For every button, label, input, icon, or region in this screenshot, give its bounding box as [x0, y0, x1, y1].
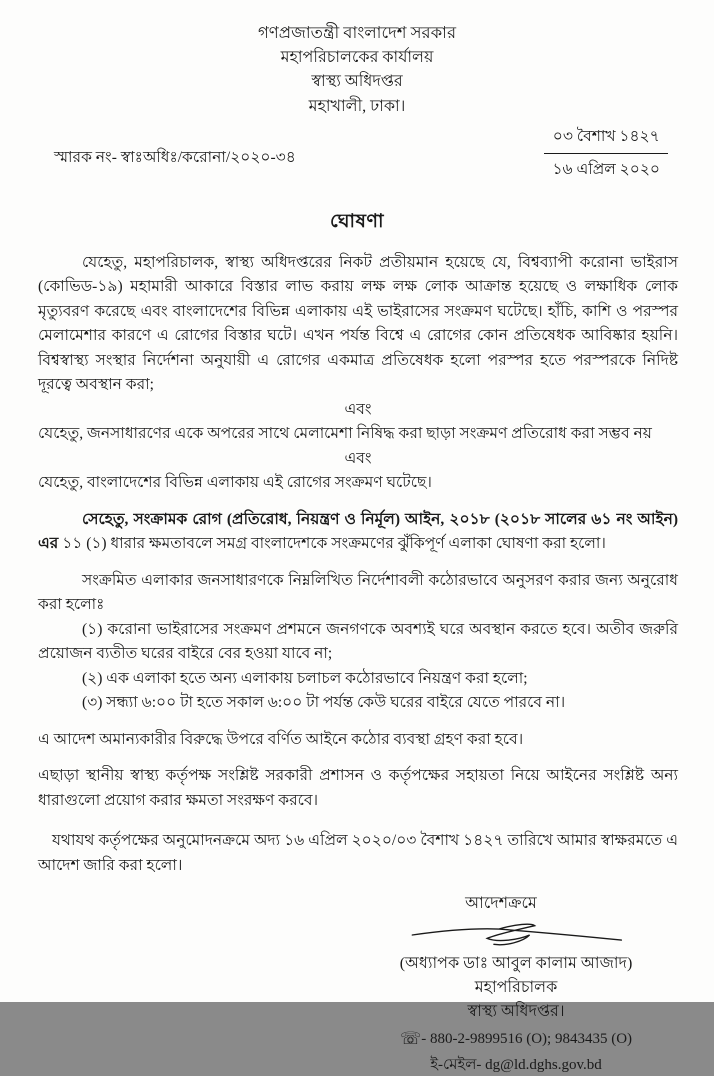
directive-item-2: (২) এক এলাকা হতে অন্য এলাকায় চলাচল কঠোরভাবে নিয়ন্ত্রণ করা হলো; [82, 669, 528, 687]
conjunction-2: এবং [344, 449, 372, 467]
date-bangla: ০৩ বৈশাখ ১৪২৭ [544, 124, 668, 154]
directive-item-1: (১) করোনা ভাইরাসের সংক্রমণ প্রশমনে জনগণকে অবশ্যই ঘরে অবস্থান করতে হবে। অতীব জরুরি প্রয়োজন ব্যতীত ঘরের বাইরে বের হওয়া যাবে না; [38, 620, 678, 663]
phone-line [356, 1026, 676, 1052]
memo-number: স্মারক নং- স্বাঃঅধিঃ/করোনা/২০২০-৩৪ [54, 149, 296, 167]
email-label: ই-মেইল- [430, 1056, 482, 1073]
whereas-clause-1: যেহেতু, মহাপরিচালক, স্বাস্থ্য অধিদপ্তরের নিকট প্রতীয়মান হয়েছে যে, বিশ্বব্যাপী করোনা ভাইরাস (কোভিড-১৯) মহামারী আকারে বিস্তার লাভ করায় লক্ষ লক্ষ লোক আক্রান্ত হয়েছে ও লক্ষাধিক লোক মৃত্যুবরণ করেছে এবং বাংলাদেশের বিভিন্ন এলাকায় এই ভাইরাসের সংক্রমণ ঘটেছে। হাঁচি, কাশি ও পরস্পর মেলামেশার কারণে এ রোগের বিস্তার ঘটে। এখন পর্যন্ত বিশ্বে এ রোগের কোন প্রতিষেধক আবিষ্কার হয়নি। বিশ্বস্বাস্থ্য সংস্থার নির্দেশনা অনুযায়ী এ রোগের একমাত্র প্রতিষেধক হলো পরস্পর হতে পরস্পরকে নিদিষ্ট দূরত্বে অবস্থান করা; [38, 253, 678, 394]
directives-intro: সংক্রমিত এলাকার জনসাধারণকে নিম্নলিখিত নির্দেশাবলী কঠোরভাবে অনুসরণ করার জন্য অনুরোধ করা হলোঃ [38, 571, 678, 614]
by-order-label: আদেশক্রমে [465, 895, 537, 913]
telephone-icon: ☏ [399, 1029, 422, 1049]
signatory-designation: মহাপরিচালক [474, 979, 558, 997]
authority-clause: এছাড়া স্থানীয় স্বাস্থ্য কর্তৃপক্ষ সংশ্লিষ্ট সরকারী প্রশাসন ও কর্তৃপক্ষের সহায়তা নিয়ে আইনের সংশ্লিষ্ট অন্য ধারাগুলো প্রয়োগ করার ক্ষমতা সংরক্ষণ করবে। [38, 767, 678, 809]
whereas-clause-2: যেহেতু, জনসাধারণের একে অপরের সাথে মেলামেশা নিষিদ্ধ করা ছাড়া সংক্রমণ প্রতিরোধ করা সম্ভব নয় [38, 425, 652, 443]
declaration-clause: ১১ (১) ধারার ক্ষমতাবলে সমগ্র বাংলাদেশকে সংক্রমণের ঝুঁকিপূর্ণ এলাকা ঘোষণা করা হলো। [58, 535, 606, 553]
signature-block [356, 892, 676, 1076]
issuance-clause: যথাযথ কর্তৃপক্ষের অনুমোদনক্রমে অদ্য ১৬ এপ্রিল ২০২০/০৩ বৈশাখ ১৪২৭ তারিখে আমার স্বাক্ষরমতে এ আদেশ জারি করা হলো। [38, 832, 678, 874]
document-title: ঘোষণা [330, 210, 384, 232]
act-reference: সেহেতু, সংক্রামক রোগ (প্রতিরোধ, নিয়ন্ত্রণ ও নির্মূল) আইন, ২০১৮ (২০১৮ সালের ৬১ নং আইন) এর [38, 510, 678, 553]
penalty-clause: এ আদেশ অমান্যকারীর বিরুদ্ধে উপরে বর্ণিত আইনে কঠোর ব্যবস্থা গ্রহণ করা হবে। [38, 730, 524, 748]
government-name: গণপ্রজাতন্ত্রী বাংলাদেশ সরকার [257, 23, 457, 42]
document-body [38, 251, 678, 878]
letterhead [0, 0, 714, 120]
directive-item-3: (৩) সন্ধ্যা ৬:০০ টা হতে সকাল ৬:০০ টা পর্যন্ত কেউ ঘরের বাইরে যেতে পারবে না। [82, 694, 566, 712]
directorate-name: স্বাস্থ্য অধিদপ্তর [311, 73, 403, 91]
signatory-name: (অধ্যাপক ডাঃ আবুল কালাম আজাদ) [399, 955, 633, 973]
email-address: dg@ld.dghs.gov.bd [485, 1056, 602, 1073]
signatory-office: স্বাস্থ্য অধিদপ্তর। [467, 1003, 565, 1021]
whereas-clause-3: যেহেতু, বাংলাদেশের বিভিন্ন এলাকায় এই রোগের সংক্রমণ ঘটেছে। [38, 474, 432, 492]
phone-numbers: - 880-2-9899516 (O); 9843435 (O) [421, 1031, 633, 1048]
reference-row [54, 124, 668, 183]
email-line [356, 1054, 676, 1076]
date-block [544, 124, 668, 183]
conjunction-1: এবং [344, 400, 372, 418]
handwritten-signature [391, 918, 641, 952]
therefore-declaration [38, 508, 678, 557]
office-address: মহাখালী, ঢাকা। [308, 98, 406, 116]
date-gregorian: ১৬ এপ্রিল ২০২০ [552, 160, 660, 178]
office-name: মহাপরিচালকের কার্যালয় [280, 48, 434, 66]
